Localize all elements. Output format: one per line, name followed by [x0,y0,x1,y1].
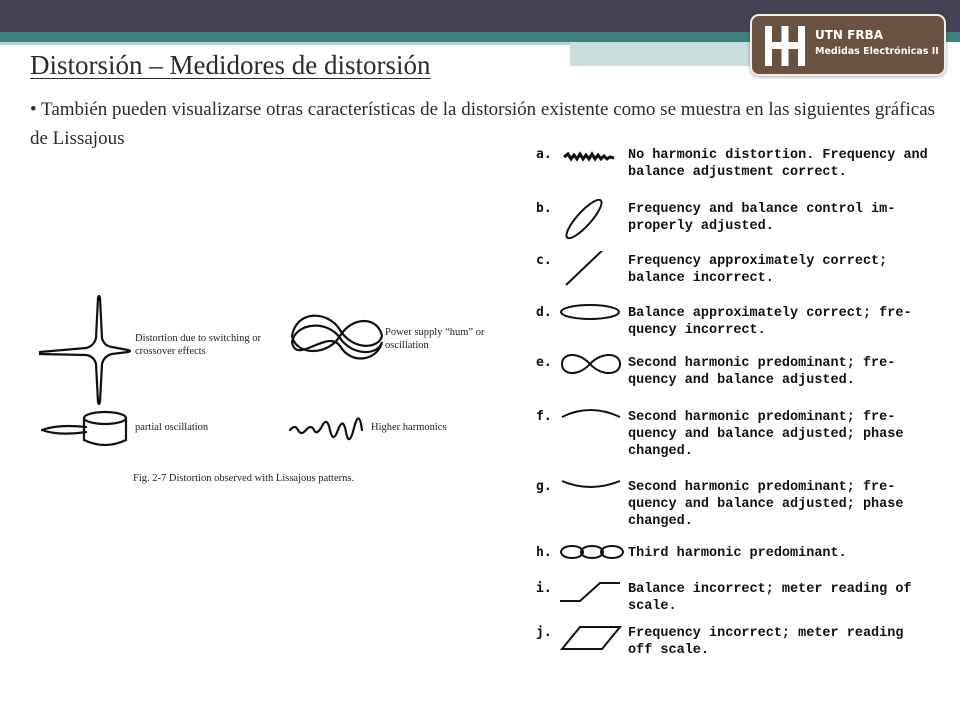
item-text: Second harmonic predominant; fre-quency and balance adjusted. [628,356,896,388]
pattern-a-icon [558,145,622,169]
item-letter: h. [536,545,552,560]
label-hum: Power supply “hum” or oscillation [385,327,485,351]
item-text: Frequency and balance control im-properly adjusted. [628,202,896,234]
lissajous-list [530,145,930,675]
pattern-j-icon [558,623,628,657]
label-higher-harmonics: Higher harmonics [371,422,447,433]
logo-subtitle: Medidas Electrónicas II [815,46,939,57]
higher-harmonics-pattern [290,418,362,439]
item-letter: b. [536,201,552,216]
item-letter: i. [536,581,552,596]
item-letter: j. [536,625,552,640]
item-letter: e. [536,355,552,370]
pattern-b-icon [558,199,622,249]
pattern-g-icon [558,477,628,501]
bullet-text: • También pueden visualizarse otras características de la distorsión existente como se muestra en las siguientes gráficas de Lissajous [30,99,936,149]
logo-title: UTN FRBA [815,28,884,42]
item-text: Frequency approximately correct; balance incorrect. [628,254,888,286]
item-letter: d. [536,305,552,320]
item-text: Frequency incorrect; meter reading off scale. [628,626,904,658]
pattern-h-icon [558,543,628,565]
slide-title: Distorsión – Medidores de distorsión [30,50,431,80]
label-crossover: Distortion due to switching or crossover effects [135,333,261,357]
utn-logo [750,14,946,76]
pattern-d-icon [558,303,628,327]
utn-emblem-icon [762,24,808,68]
partial-oscillation-pattern [42,426,86,430]
item-text: Second harmonic predominant; fre-quency and balance adjusted; phase changed. [628,480,904,529]
item-letter: a. [536,147,552,162]
distortion-patterns-drawing [28,290,488,490]
item-text: Third harmonic predominant. [628,546,847,561]
accent-bar-tab [570,42,750,66]
accent-bar-light [0,42,570,45]
item-text: Balance incorrect; meter reading of scale. [628,582,912,614]
item-text: No harmonic distortion. Frequency and balance adjustment correct. [628,148,928,180]
pattern-c-icon [558,251,622,295]
item-letter: g. [536,479,552,494]
item-text: Balance approximately correct; fre-quency incorrect. [628,306,912,338]
label-partial-oscillation: partial oscillation [135,422,209,433]
figure-caption: Fig. 2-7 Distortion observed with Lissajous patterns. [133,473,355,484]
item-letter: f. [536,409,552,424]
pattern-e-icon [558,353,628,379]
figure-left [28,290,488,490]
pattern-i-icon [558,579,628,609]
item-letter: c. [536,253,552,268]
item-text: Second harmonic predominant; fre-quency and balance adjusted; phase changed. [628,410,904,459]
crossover-pattern [40,296,130,404]
pattern-f-icon [558,407,628,431]
